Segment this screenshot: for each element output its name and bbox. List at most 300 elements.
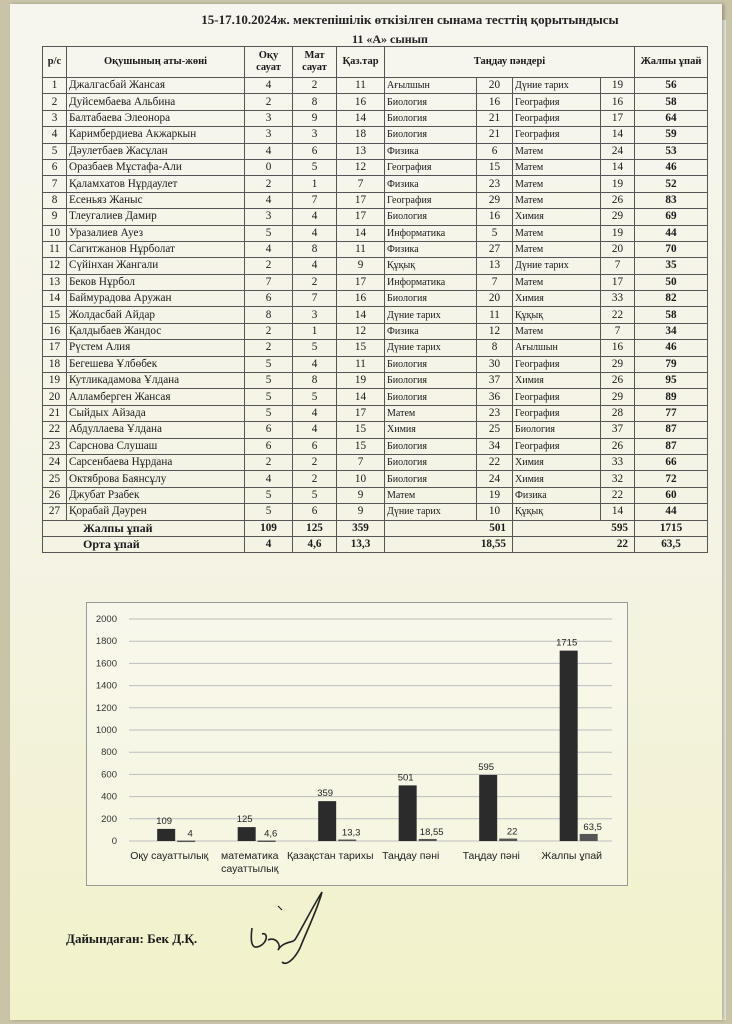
elective2-score: 29 bbox=[601, 209, 635, 225]
read-score: 4 bbox=[245, 192, 293, 208]
elective2-score: 19 bbox=[601, 225, 635, 241]
elective2-subject: География bbox=[513, 356, 601, 372]
elective1-subject: Информатика bbox=[385, 225, 477, 241]
math-score: 1 bbox=[293, 323, 337, 339]
bar-series-2 bbox=[499, 839, 517, 841]
header-elective: Таңдау пәндері bbox=[385, 47, 635, 78]
elective1-score: 15 bbox=[477, 159, 513, 175]
history-score: 7 bbox=[337, 176, 385, 192]
row-number: 26 bbox=[43, 487, 67, 503]
elective1-subject: Құқық bbox=[385, 258, 477, 274]
elective2-score: 26 bbox=[601, 373, 635, 389]
math-score: 5 bbox=[293, 487, 337, 503]
table-row bbox=[43, 454, 708, 470]
student-name: Джубат Рзабек bbox=[67, 487, 245, 503]
elective2-score: 19 bbox=[601, 78, 635, 94]
bar-data-label: 109 bbox=[156, 815, 173, 827]
table-row bbox=[43, 405, 708, 421]
bar-series-1 bbox=[318, 801, 336, 841]
read-score: 0 bbox=[245, 159, 293, 175]
bar-data-label: 359 bbox=[317, 788, 334, 800]
elective2-score: 17 bbox=[601, 274, 635, 290]
math-score: 2 bbox=[293, 471, 337, 487]
row-number: 1 bbox=[43, 78, 67, 94]
elective1-score: 36 bbox=[477, 389, 513, 405]
elective2-score: 16 bbox=[601, 340, 635, 356]
elective1-subject: Матем bbox=[385, 405, 477, 421]
bar-data-label: 22 bbox=[506, 826, 518, 838]
class-subtitle: 11 «А» сынып bbox=[352, 32, 428, 46]
elective1-subject: Физика bbox=[385, 323, 477, 339]
y-tick-label: 1000 bbox=[95, 725, 117, 736]
math-score: 4 bbox=[293, 209, 337, 225]
elective2-subject: Құқық bbox=[513, 307, 601, 323]
row-number: 2 bbox=[43, 94, 67, 110]
elective1-score: 8 bbox=[477, 340, 513, 356]
math-score: 3 bbox=[293, 127, 337, 143]
y-tick-label: 1200 bbox=[95, 702, 117, 714]
table-row bbox=[43, 504, 708, 520]
math-score: 6 bbox=[293, 504, 337, 520]
bar-series-2 bbox=[580, 834, 598, 841]
elective1-score: 13 bbox=[477, 258, 513, 274]
total-score: 70 bbox=[635, 241, 708, 257]
elective1-subject: Дүние тарих bbox=[385, 504, 477, 520]
x-category-label: Оқу сауаттылық bbox=[130, 850, 209, 862]
row-number: 19 bbox=[43, 373, 67, 389]
student-name: Дуйсембаева Альбина bbox=[67, 94, 245, 110]
elective2-score: 20 bbox=[601, 241, 635, 257]
elective2-subject: География bbox=[513, 405, 601, 421]
history-score: 15 bbox=[337, 422, 385, 438]
bar-data-label: 63,5 bbox=[583, 821, 602, 833]
math-score: 4 bbox=[293, 405, 337, 421]
read-score: 6 bbox=[245, 422, 293, 438]
y-tick-label: 0 bbox=[111, 836, 117, 847]
table-row bbox=[43, 274, 708, 290]
student-name: Каримбердиева Акжаркын bbox=[67, 127, 245, 143]
elective1-subject: Биология bbox=[385, 438, 477, 454]
history-score: 17 bbox=[337, 209, 385, 225]
table-row bbox=[43, 258, 708, 274]
row-number: 3 bbox=[43, 110, 67, 126]
read-score: 7 bbox=[245, 274, 293, 290]
history-score: 15 bbox=[337, 438, 385, 454]
prepared-by: Дайындаған: Бек Д.Қ. bbox=[66, 931, 198, 946]
elective1-score: 7 bbox=[477, 274, 513, 290]
total-score: 50 bbox=[635, 274, 708, 290]
elective1-score: 34 bbox=[477, 438, 513, 454]
averages-total: 63,5 bbox=[635, 536, 708, 552]
table-row bbox=[43, 241, 708, 257]
read-score: 3 bbox=[245, 209, 293, 225]
totals-read: 109 bbox=[245, 520, 293, 536]
elective1-subject: География bbox=[385, 192, 477, 208]
table-row bbox=[43, 192, 708, 208]
table-row bbox=[43, 291, 708, 307]
math-score: 8 bbox=[293, 94, 337, 110]
elective2-subject: Матем bbox=[513, 225, 601, 241]
y-tick-label: 800 bbox=[101, 747, 117, 759]
row-number: 24 bbox=[43, 454, 67, 470]
table-row bbox=[43, 307, 708, 323]
table-row bbox=[43, 176, 708, 192]
elective2-subject: Матем bbox=[513, 176, 601, 192]
elective1-score: 22 bbox=[477, 454, 513, 470]
header-hist: Қаз.тар bbox=[337, 47, 385, 78]
row-number: 25 bbox=[43, 471, 67, 487]
elective1-subject: Физика bbox=[385, 241, 477, 257]
math-score: 1 bbox=[293, 176, 337, 192]
bar-data-label: 4 bbox=[187, 828, 193, 840]
table-row bbox=[43, 373, 708, 389]
student-name: Уразалиев Ауез bbox=[67, 225, 245, 241]
elective1-subject: Биология bbox=[385, 356, 477, 372]
elective2-score: 26 bbox=[601, 438, 635, 454]
history-score: 16 bbox=[337, 94, 385, 110]
y-tick-label: 400 bbox=[101, 791, 117, 803]
elective2-score: 26 bbox=[601, 192, 635, 208]
student-name: Сагитжанов Нұрболат bbox=[67, 241, 245, 257]
elective2-subject: География bbox=[513, 94, 601, 110]
student-name: Баймурадова Аружан bbox=[67, 291, 245, 307]
elective1-subject: Физика bbox=[385, 143, 477, 159]
y-tick-label: 2000 bbox=[95, 614, 117, 625]
elective1-score: 27 bbox=[477, 241, 513, 257]
row-number: 16 bbox=[43, 323, 67, 339]
math-score: 4 bbox=[293, 258, 337, 274]
elective2-subject: Химия bbox=[513, 291, 601, 307]
elective1-score: 23 bbox=[477, 405, 513, 421]
student-name: Тлеугалиев Дамир bbox=[67, 209, 245, 225]
bar-series-2 bbox=[419, 839, 437, 841]
total-score: 87 bbox=[635, 438, 708, 454]
elective2-subject: Химия bbox=[513, 471, 601, 487]
row-number: 10 bbox=[43, 225, 67, 241]
read-score: 2 bbox=[245, 94, 293, 110]
elective1-subject: География bbox=[385, 159, 477, 175]
results-bar-chart bbox=[86, 602, 628, 886]
elective2-score: 22 bbox=[601, 487, 635, 503]
elective1-score: 21 bbox=[477, 110, 513, 126]
elective2-subject: География bbox=[513, 110, 601, 126]
row-number: 15 bbox=[43, 307, 67, 323]
elective1-score: 5 bbox=[477, 225, 513, 241]
read-score: 3 bbox=[245, 127, 293, 143]
elective1-subject: Биология bbox=[385, 373, 477, 389]
elective2-subject: Матем bbox=[513, 159, 601, 175]
total-score: 58 bbox=[635, 307, 708, 323]
row-number: 8 bbox=[43, 192, 67, 208]
averages-read: 4 bbox=[245, 536, 293, 552]
elective1-score: 30 bbox=[477, 356, 513, 372]
table-row bbox=[43, 389, 708, 405]
total-score: 89 bbox=[635, 389, 708, 405]
history-score: 14 bbox=[337, 389, 385, 405]
table-row bbox=[43, 422, 708, 438]
elective2-score: 22 bbox=[601, 307, 635, 323]
total-score: 53 bbox=[635, 143, 708, 159]
table-row bbox=[43, 323, 708, 339]
table-row bbox=[43, 159, 708, 175]
elective1-score: 21 bbox=[477, 127, 513, 143]
row-number: 4 bbox=[43, 127, 67, 143]
read-score: 8 bbox=[245, 307, 293, 323]
row-number: 17 bbox=[43, 340, 67, 356]
bar-series-2 bbox=[258, 840, 276, 842]
bar-series-1 bbox=[157, 829, 175, 841]
elective2-score: 14 bbox=[601, 159, 635, 175]
elective2-score: 19 bbox=[601, 176, 635, 192]
history-score: 12 bbox=[337, 323, 385, 339]
row-number: 5 bbox=[43, 143, 67, 159]
elective1-score: 16 bbox=[477, 94, 513, 110]
student-name: Дәулетбаев Жасұлан bbox=[67, 143, 245, 159]
elective1-score: 11 bbox=[477, 307, 513, 323]
history-score: 12 bbox=[337, 159, 385, 175]
header-math: Мат сауат bbox=[293, 47, 337, 78]
averages-label: Орта ұпай bbox=[43, 536, 245, 552]
elective2-subject: Матем bbox=[513, 192, 601, 208]
elective2-score: 32 bbox=[601, 471, 635, 487]
read-score: 2 bbox=[245, 323, 293, 339]
table-row bbox=[43, 209, 708, 225]
total-score: 58 bbox=[635, 94, 708, 110]
math-score: 4 bbox=[293, 225, 337, 241]
elective2-score: 28 bbox=[601, 405, 635, 421]
student-name: Қалдыбаев Жандос bbox=[67, 323, 245, 339]
math-score: 5 bbox=[293, 389, 337, 405]
elective2-subject: Дүние тарих bbox=[513, 258, 601, 274]
read-score: 4 bbox=[245, 78, 293, 94]
bar-data-label: 13,3 bbox=[341, 827, 361, 839]
total-score: 69 bbox=[635, 209, 708, 225]
read-score: 4 bbox=[245, 143, 293, 159]
read-score: 2 bbox=[245, 176, 293, 192]
elective1-subject: Биология bbox=[385, 110, 477, 126]
elective1-subject: Биология bbox=[385, 389, 477, 405]
x-category-label: Таңдау пәні bbox=[462, 850, 520, 862]
total-score: 56 bbox=[635, 78, 708, 94]
totals-row bbox=[43, 520, 708, 536]
history-score: 11 bbox=[337, 78, 385, 94]
total-score: 44 bbox=[635, 225, 708, 241]
elective1-score: 6 bbox=[477, 143, 513, 159]
row-number: 13 bbox=[43, 274, 67, 290]
math-score: 9 bbox=[293, 110, 337, 126]
student-name: Сарснова Слушаш bbox=[67, 438, 245, 454]
elective1-subject: Матем bbox=[385, 487, 477, 503]
student-name: Оразбаев Мұстафа-Али bbox=[67, 159, 245, 175]
total-score: 77 bbox=[635, 405, 708, 421]
table-row bbox=[43, 94, 708, 110]
row-number: 12 bbox=[43, 258, 67, 274]
row-number: 23 bbox=[43, 438, 67, 454]
elective1-score: 37 bbox=[477, 373, 513, 389]
header-name: Оқушының аты-жөні bbox=[67, 47, 245, 78]
totals-elective1: 501 bbox=[385, 520, 513, 536]
math-score: 7 bbox=[293, 291, 337, 307]
total-score: 34 bbox=[635, 323, 708, 339]
bar-series-1 bbox=[238, 827, 256, 841]
bar-data-label: 1715 bbox=[556, 637, 578, 649]
read-score: 6 bbox=[245, 291, 293, 307]
totals-math: 125 bbox=[293, 520, 337, 536]
bar-data-label: 4,6 bbox=[264, 828, 278, 840]
table-row bbox=[43, 225, 708, 241]
elective2-subject: Химия bbox=[513, 209, 601, 225]
table-row bbox=[43, 143, 708, 159]
student-name: Беков Нұрбол bbox=[67, 274, 245, 290]
elective2-subject: Физика bbox=[513, 487, 601, 503]
elective2-score: 29 bbox=[601, 356, 635, 372]
elective2-subject: География bbox=[513, 389, 601, 405]
elective2-score: 7 bbox=[601, 323, 635, 339]
table-row bbox=[43, 356, 708, 372]
math-score: 6 bbox=[293, 438, 337, 454]
elective2-score: 33 bbox=[601, 454, 635, 470]
student-name: Октяброва Баянсұлу bbox=[67, 471, 245, 487]
bar-data-label: 595 bbox=[478, 761, 495, 773]
header-num: р/с bbox=[43, 47, 67, 78]
elective2-score: 17 bbox=[601, 110, 635, 126]
math-score: 5 bbox=[293, 159, 337, 175]
y-tick-label: 1400 bbox=[95, 680, 117, 692]
history-score: 15 bbox=[337, 340, 385, 356]
math-score: 4 bbox=[293, 422, 337, 438]
elective1-subject: Дүние тарих bbox=[385, 340, 477, 356]
total-score: 87 bbox=[635, 422, 708, 438]
student-name: Балтабаева Элеонора bbox=[67, 110, 245, 126]
bar-series-1 bbox=[399, 785, 417, 841]
x-category-label: Жалпы ұпай bbox=[541, 850, 603, 862]
total-score: 83 bbox=[635, 192, 708, 208]
document-title: 15-17.10.2024ж. мектепішілік өткізілген сынама тесттің қорытындысы bbox=[201, 12, 619, 27]
math-score: 5 bbox=[293, 340, 337, 356]
row-number: 18 bbox=[43, 356, 67, 372]
x-category-label: Таңдау пәні bbox=[382, 850, 440, 862]
elective1-subject: Биология bbox=[385, 291, 477, 307]
elective2-subject: Дүние тарих bbox=[513, 78, 601, 94]
row-number: 22 bbox=[43, 422, 67, 438]
averages-elective2: 22 bbox=[513, 536, 635, 552]
history-score: 16 bbox=[337, 291, 385, 307]
math-score: 2 bbox=[293, 78, 337, 94]
elective2-subject: География bbox=[513, 127, 601, 143]
elective2-score: 24 bbox=[601, 143, 635, 159]
total-score: 60 bbox=[635, 487, 708, 503]
history-score: 18 bbox=[337, 127, 385, 143]
table-header-row bbox=[43, 47, 708, 78]
table-row bbox=[43, 110, 708, 126]
student-name: Қаламхатов Нұрдаулет bbox=[67, 176, 245, 192]
elective1-subject: Физика bbox=[385, 176, 477, 192]
total-score: 44 bbox=[635, 504, 708, 520]
student-name: Сүйінхан Жангали bbox=[67, 258, 245, 274]
row-number: 7 bbox=[43, 176, 67, 192]
student-name: Абдуллаева Ұлдана bbox=[67, 422, 245, 438]
table-row bbox=[43, 340, 708, 356]
table-row bbox=[43, 471, 708, 487]
history-score: 19 bbox=[337, 373, 385, 389]
elective1-score: 20 bbox=[477, 78, 513, 94]
elective2-subject: Ағылшын bbox=[513, 340, 601, 356]
read-score: 4 bbox=[245, 471, 293, 487]
total-score: 64 bbox=[635, 110, 708, 126]
elective2-score: 37 bbox=[601, 422, 635, 438]
signature-mark bbox=[238, 888, 338, 978]
math-score: 4 bbox=[293, 356, 337, 372]
read-score: 6 bbox=[245, 438, 293, 454]
read-score: 5 bbox=[245, 225, 293, 241]
student-name: Жолдасбай Айдар bbox=[67, 307, 245, 323]
y-tick-label: 1800 bbox=[95, 636, 117, 648]
total-score: 95 bbox=[635, 373, 708, 389]
y-tick-label: 200 bbox=[101, 813, 117, 825]
student-name: Қорабай Дәурен bbox=[67, 504, 245, 520]
history-score: 9 bbox=[337, 504, 385, 520]
history-score: 9 bbox=[337, 487, 385, 503]
student-name: Есеньяз Жаныс bbox=[67, 192, 245, 208]
results-body bbox=[43, 78, 708, 521]
table-row bbox=[43, 438, 708, 454]
history-score: 11 bbox=[337, 356, 385, 372]
averages-hist: 13,3 bbox=[337, 536, 385, 552]
elective1-subject: Биология bbox=[385, 94, 477, 110]
read-score: 2 bbox=[245, 258, 293, 274]
results-table bbox=[42, 46, 708, 553]
student-name: Алламберген Жансая bbox=[67, 389, 245, 405]
read-score: 5 bbox=[245, 405, 293, 421]
y-tick-label: 600 bbox=[101, 769, 117, 781]
elective1-subject: Информатика bbox=[385, 274, 477, 290]
row-number: 20 bbox=[43, 389, 67, 405]
bar-data-label: 501 bbox=[397, 772, 414, 784]
bar-series-1 bbox=[479, 775, 497, 841]
elective2-subject: География bbox=[513, 438, 601, 454]
row-number: 9 bbox=[43, 209, 67, 225]
chart-canvas bbox=[87, 603, 627, 885]
student-name: Кутликадамова Ұлдана bbox=[67, 373, 245, 389]
elective2-score: 7 bbox=[601, 258, 635, 274]
read-score: 5 bbox=[245, 504, 293, 520]
bar-series-2 bbox=[338, 840, 356, 842]
elective2-subject: Химия bbox=[513, 373, 601, 389]
math-score: 2 bbox=[293, 454, 337, 470]
elective1-subject: Химия bbox=[385, 422, 477, 438]
math-score: 3 bbox=[293, 307, 337, 323]
totals-hist: 359 bbox=[337, 520, 385, 536]
bar-series-2 bbox=[177, 841, 195, 843]
history-score: 9 bbox=[337, 258, 385, 274]
elective1-subject: Биология bbox=[385, 454, 477, 470]
elective2-subject: Матем bbox=[513, 323, 601, 339]
table-row bbox=[43, 78, 708, 94]
elective1-subject: Биология bbox=[385, 127, 477, 143]
total-score: 79 bbox=[635, 356, 708, 372]
elective1-subject: Биология bbox=[385, 209, 477, 225]
elective2-score: 16 bbox=[601, 94, 635, 110]
y-tick-label: 1600 bbox=[95, 658, 117, 670]
row-number: 21 bbox=[43, 405, 67, 421]
history-score: 14 bbox=[337, 307, 385, 323]
elective1-score: 19 bbox=[477, 487, 513, 503]
math-score: 7 bbox=[293, 192, 337, 208]
math-score: 8 bbox=[293, 373, 337, 389]
x-category-label: Қазақстан тарихы bbox=[286, 850, 374, 862]
bar-series-1 bbox=[560, 651, 578, 841]
elective2-subject: Матем bbox=[513, 274, 601, 290]
